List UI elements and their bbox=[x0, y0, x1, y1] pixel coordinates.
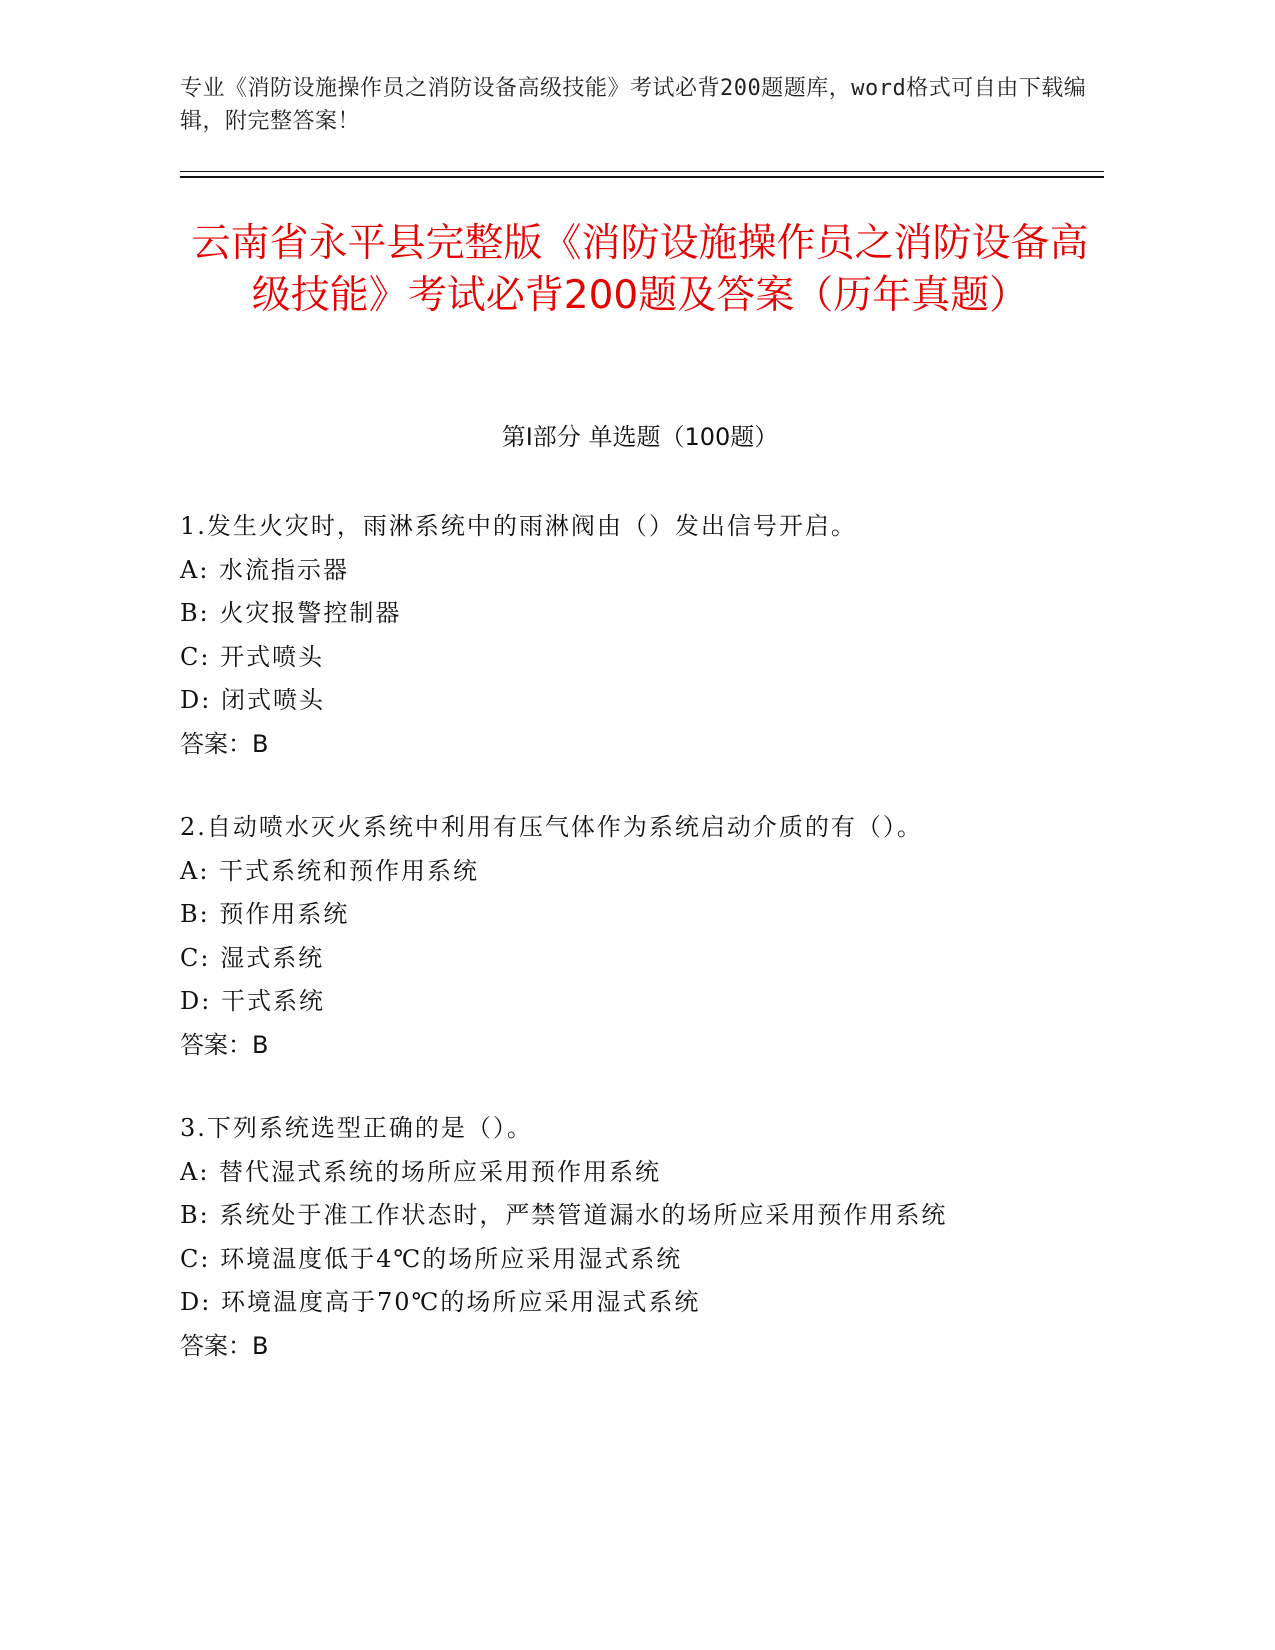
option-d: D: 环境温度高于70℃的场所应采用湿式系统 bbox=[180, 1288, 701, 1316]
question-list bbox=[180, 505, 1100, 1408]
option-c: C: 开式喷头 bbox=[180, 642, 325, 671]
option-b: B: 预作用系统 bbox=[180, 900, 350, 928]
answer: 答案：B bbox=[180, 729, 269, 758]
option-d: D: 闭式喷头 bbox=[180, 686, 325, 714]
question-stem: 3.下列系统选型正确的是（）。 bbox=[180, 1114, 533, 1142]
section-heading: 第I部分 单选题（100题） bbox=[501, 423, 779, 451]
option-a: A: 替代湿式系统的场所应采用预作用系统 bbox=[180, 1157, 662, 1186]
option-a: A: 干式系统和预作用系统 bbox=[180, 856, 480, 885]
header-note: 专业《消防设施操作员之消防设备高级技能》考试必背200题题库，word格式可自由下载编辑，附完整答案！ bbox=[180, 76, 1087, 134]
document-title: 云南省永平县完整版《消防设施操作员之消防设备高级技能》考试必背200题及答案（历年真题） bbox=[191, 221, 1089, 318]
question-3 bbox=[180, 1107, 1100, 1368]
question-2 bbox=[180, 806, 1100, 1067]
option-d: D: 干式系统 bbox=[180, 987, 325, 1015]
question-1 bbox=[180, 505, 1100, 766]
header-rule-thick bbox=[180, 176, 1104, 178]
question-stem: 2.自动喷水灭火系统中利用有压气体作为系统启动介质的有（）。 bbox=[180, 813, 923, 841]
answer: 答案：B bbox=[180, 1331, 269, 1360]
answer: 答案：B bbox=[180, 1030, 269, 1059]
option-c: C: 环境温度低于4℃的场所应采用湿式系统 bbox=[180, 1244, 683, 1273]
option-c: C: 湿式系统 bbox=[180, 943, 325, 972]
option-a: A: 水流指示器 bbox=[180, 555, 350, 584]
header-rule-thin bbox=[180, 171, 1104, 172]
option-b: B: 火灾报警控制器 bbox=[180, 599, 402, 627]
question-stem: 1.发生火灾时，雨淋系统中的雨淋阀由（）发出信号开启。 bbox=[180, 512, 857, 540]
option-b: B: 系统处于准工作状态时，严禁管道漏水的场所应采用预作用系统 bbox=[180, 1201, 948, 1229]
